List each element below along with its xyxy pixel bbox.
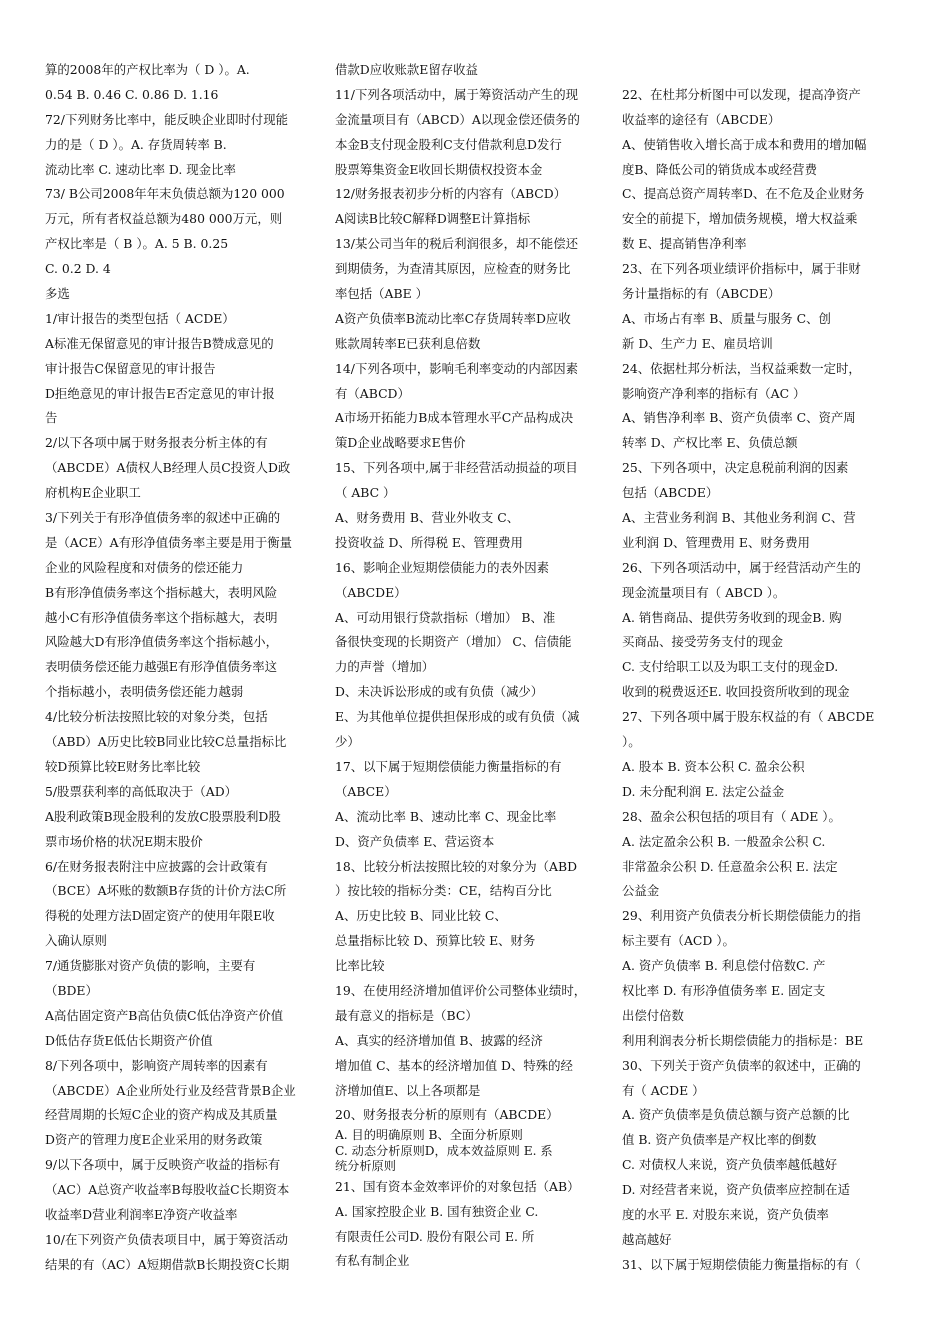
text-line: 率包括（ABE ） [335, 286, 428, 302]
text-line: 投资收益 D、所得税 E、管理费用 [335, 534, 523, 550]
text-line: ）按比较的指标分类：CE，结构百分比 [335, 883, 552, 899]
text-line: D. 未分配利润 E. 法定公益金 [622, 783, 785, 799]
text-line: 金流量项目有（ABCD）A以现金偿还债务的 [335, 111, 580, 127]
text-line: 标主要有（ACD ）。 [622, 933, 735, 949]
text-line: 7/通货膨胀对资产负债的影响，主要有 [45, 958, 256, 974]
text-line: A高估固定资产B高估负债C低估净资产价值 [45, 1007, 284, 1023]
text-line: 买商品、接受劳务支付的现金 [622, 634, 784, 650]
text-line: 结果的有（AC）A短期借款B长期投资C长期 [45, 1256, 290, 1272]
text-line: 10/在下列资产负债表项目中，属于筹资活动 [45, 1231, 288, 1247]
text-line: C. 对债权人来说，资产负债率越低越好 [622, 1157, 838, 1173]
text-line: 16、影响企业短期偿债能力的表外因素 [335, 559, 550, 575]
text-line: 29、利用资产负债表分析长期偿债能力的指 [622, 908, 861, 924]
text-line: A. 国家控股企业 B. 国有独资企业 C. [335, 1203, 539, 1219]
text-line: 有（ ACDE ） [622, 1082, 705, 1098]
text-line: 28、盈余公积包括的项目有（ ADE ）。 [622, 808, 841, 824]
text-line: 有私有制企业 [335, 1253, 410, 1269]
text-line: 0.54 B. 0.46 C. 0.86 D. 1.16 [45, 86, 219, 102]
column-middle [335, 58, 618, 1328]
text-line: 26、下列各项活动中，属于经营活动产生的 [622, 559, 861, 575]
text-line: 入确认原则 [45, 933, 107, 949]
text-line: 越小C有形净值债务率这个指标越大，表明 [45, 609, 278, 625]
text-line: 度B、降低公司的销货成本或经营费 [622, 161, 817, 177]
text-line: （ABCDE）A企业所处行业及经营背景B企业 [45, 1082, 296, 1098]
text-line: 4/比较分析法按照比较的对象分类，包括 [45, 709, 268, 725]
text-line: A. 目的明确原则 B、全面分析原则 [335, 1128, 523, 1143]
text-line: A股利政策B现金股利的发放C股票股利D股 [45, 808, 281, 824]
text-line: A、流动比率 B、速动比率 C、现金比率 [335, 808, 557, 824]
text-line: 票市场价格的状况E期末股价 [45, 833, 203, 849]
text-line: 3/下列关于有形净值债务率的叙述中正确的 [45, 510, 281, 526]
text-line: （ABCE） [335, 783, 397, 799]
text-line: D低估存货E低估长期资产价值 [45, 1032, 213, 1048]
text-line: A. 股本 B. 资本公积 C. 盈余公积 [622, 758, 805, 774]
text-line: A标准无保留意见的审计报告B赞成意见的 [45, 335, 274, 351]
text-line: 比率比较 [335, 958, 385, 974]
text-line: 5/股票获利率的高低取决于（AD） [45, 783, 238, 799]
text-line: A、真实的经济增加值 B、披露的经济 [335, 1032, 543, 1048]
text-line: （ABCDE） [335, 584, 407, 600]
text-line: （BCE）A坏账的数额B存货的计价方法C所 [45, 883, 287, 899]
text-line: A. 资产负债率 B. 利息偿付倍数C. 产 [622, 958, 826, 974]
text-line: 24、依据杜邦分析法，当权益乘数一定时， [622, 360, 861, 376]
text-line: C. 0.2 D. 4 [45, 261, 111, 277]
text-line: 审计报告C保留意见的审计报告 [45, 360, 216, 376]
text-line: 收益率D营业利润率E净资产收益率 [45, 1206, 238, 1222]
text-line: A、市场占有率 B、质量与服务 C、创 [622, 310, 831, 326]
text-line: 策D企业战略要求E售价 [335, 435, 466, 451]
text-line: A市场开拓能力B成本管理水平C产品构成决 [335, 410, 574, 426]
text-line: 借款D应收账款E留存收益 [335, 62, 478, 77]
text-line: 府机构E企业职工 [45, 485, 141, 501]
column-right [622, 58, 905, 1328]
text-line: 业利润 D、管理费用 E、财务费用 [622, 534, 810, 550]
text-line: 31、以下属于短期偿债能力衡量指标的有（ [622, 1256, 861, 1272]
text-line: 30、下列关于资产负债率的叙述中，正确的 [622, 1057, 861, 1073]
text-line: D拒绝意见的审计报告E否定意见的审计报 [45, 385, 275, 401]
text-line: 现金流量项目有（ ABCD ）。 [622, 584, 786, 600]
text-line: （ ABC ） [335, 485, 396, 501]
text-line: 少） [335, 734, 360, 750]
text-line: 增加值 C、基本的经济增加值 D、特殊的经 [335, 1057, 573, 1073]
text-line: 6/在财务报表附注中应披露的会计政策有 [45, 858, 268, 874]
text-line: 9/以下各项中，属于反映资产收益的指标有 [45, 1157, 281, 1173]
text-line: 安全的前提下，增加债务规模，增大权益乘 [622, 211, 858, 227]
text-line: 2/以下各项中属于财务报表分析主体的有 [45, 435, 268, 451]
text-line: 18、比较分析法按照比较的对象分为（ABD [335, 858, 578, 874]
text-line: 公益金 [622, 883, 660, 899]
text-line: 度的水平 E. 对股东来说，资产负债率 [622, 1206, 829, 1222]
text-line: C. 动态分析原则D，成本效益原则 E. 系 [335, 1143, 553, 1158]
text-line: 20、财务报表分析的原则有（ABCDE） [335, 1107, 559, 1123]
text-line: 权比率 D. 有形净值债务率 E. 固定支 [622, 982, 826, 998]
column-left [45, 58, 328, 1328]
text-line: A、主营业务利润 B、其他业务利润 C、营 [622, 510, 856, 526]
text-line: （ABD）A历史比较B同业比较C总量指标比 [45, 734, 287, 750]
text-line: 值 B. 资产负债率是产权比率的倒数 [622, 1132, 817, 1148]
text-line: 73/ B公司2008年年末负债总额为120 000 [45, 186, 285, 202]
text-line: 产权比率是（ B ）。A. 5 B. 0.25 [45, 236, 229, 252]
text-line: 21、国有资本金效率评价的对象包括（AB） [335, 1178, 580, 1194]
text-line: E、为其他单位提供担保形成的或有负债（减 [335, 709, 580, 725]
text-line: 较D预算比较E财务比率比较 [45, 758, 201, 774]
text-line: 务计量指标的有（ABCDE） [622, 286, 781, 302]
text-line: D、资产负债率 E、营运资本 [335, 833, 495, 849]
text-line: 济增加值E、以上各项都是 [335, 1082, 481, 1098]
text-line: （AC）A总资产收益率B每股收益C长期资本 [45, 1182, 290, 1198]
text-line: 账款周转率E已获利息倍数 [335, 335, 481, 351]
text-line: 包括（ABCDE） [622, 485, 719, 501]
text-line: 最有意义的指标是（BC） [335, 1007, 478, 1023]
text-line: 多选 [45, 286, 70, 302]
text-line: 统分析原则 [335, 1159, 396, 1174]
text-line: D. 对经营者来说，资产负债率应控制在适 [622, 1182, 851, 1198]
text-line: 数 E、提高销售净利率 [622, 236, 747, 252]
text-line: 到期债务，为查清其原因，应检查的财务比 [335, 261, 571, 277]
text-line: A资产负债率B流动比率C存货周转率D应收 [335, 310, 571, 326]
text-line: 12/财务报表初步分析的内容有（ABCD） [335, 186, 567, 202]
text-line: 14/下列各项中，影响毛利率变动的内部因素 [335, 360, 578, 376]
text-line: A、可动用银行贷款指标（增加） B、准 [335, 609, 556, 625]
text-line: 风险越大D有形净值债务率这个指标越小， [45, 634, 278, 650]
text-line: 1/审计报告的类型包括（ ACDE） [45, 310, 235, 326]
text-line: 22、在杜邦分析图中可以发现，提高净资产 [622, 86, 861, 102]
text-line: 有限责任公司D. 股份有限公司 E. 所 [335, 1228, 535, 1244]
text-line: 告 [45, 410, 58, 426]
text-line: 72/下列财务比率中，能反映企业即时付现能 [45, 111, 288, 127]
text-line: 23、在下列各项业绩评价指标中，属于非财 [622, 261, 861, 277]
text-line: （ABCDE）A债权人B经理人员C投资人D政 [45, 460, 291, 476]
text-line: A、财务费用 B、营业外收支 C、 [335, 510, 520, 526]
text-line: 11/下列各项活动中，属于筹资活动产生的现 [335, 86, 578, 102]
text-line: 收到的税费返还E. 收回投资所收到的现金 [622, 684, 850, 700]
text-line [622, 58, 905, 83]
text-line: 27、下列各项中属于股东权益的有（ ABCDE [622, 709, 875, 725]
text-line: 25、下列各项中，决定息税前利润的因素 [622, 460, 849, 476]
text-line: D、未决诉讼形成的或有负债（减少） [335, 684, 544, 700]
text-line: 经营周期的长短C企业的资产构成及其质量 [45, 1107, 278, 1123]
text-line: 有（ABCD） [335, 385, 410, 401]
text-line: C、提高总资产周转率D、在不危及企业财务 [622, 186, 865, 202]
text-line: 19、在使用经济增加值评价公司整体业绩时， [335, 982, 587, 998]
text-line: 力的是（ D ）。A. 存货周转率 B. [45, 136, 227, 152]
text-line: C. 支付给职工以及为职工支付的现金D. [622, 659, 839, 675]
text-line: （BDE） [45, 982, 98, 998]
text-line: 备很快变现的长期资产（增加） C、信债能 [335, 634, 572, 650]
text-line: 股票筹集资金E收回长期债权投资本金 [335, 161, 543, 177]
text-line: 15、下列各项中,属于非经营活动损益的项目 [335, 460, 578, 476]
text-line: 新 D、生产力 E、雇员培训 [622, 335, 773, 351]
text-line: A. 法定盈余公积 B. 一般盈余公积 C. [622, 833, 826, 849]
text-line: A、历史比较 B、同业比较 C、 [335, 908, 507, 924]
text-line: 越高越好 [622, 1231, 672, 1247]
text-line: 转率 D、产权比率 E、负债总额 [622, 435, 798, 451]
text-line: 13/某公司当年的税后利润很多，却不能偿还 [335, 236, 578, 252]
text-line: ）。 [622, 734, 641, 750]
text-line: 影响资产净利率的指标有（AC ） [622, 385, 806, 401]
text-line: 非常盈余公积 D. 任意盈余公积 E. 法定 [622, 858, 838, 874]
text-line: 是（ACE）A有形净值债务率主要是用于衡量 [45, 534, 293, 550]
text-line: A、销售净利率 B、资产负债率 C、资产周 [622, 410, 856, 426]
text-line: 总量指标比较 D、预算比较 E、财务 [335, 933, 536, 949]
text-line: 17、以下属于短期偿债能力衡量指标的有 [335, 758, 562, 774]
text-line: A. 资产负债率是负债总额与资产总额的比 [622, 1107, 850, 1123]
text-line: A. 销售商品、提供劳务收到的现金B. 购 [622, 609, 842, 625]
text-line: A、使销售收入增长高于成本和费用的增加幅 [622, 136, 867, 152]
text-line: 得税的处理方法D固定资产的使用年限E收 [45, 908, 275, 924]
text-line: D资产的管理力度E企业采用的财务政策 [45, 1132, 263, 1148]
text-line: 利用利润表分析长期偿债能力的指标是：BE [622, 1032, 864, 1048]
text-line: 流动比率 C. 速动比率 D. 现金比率 [45, 161, 236, 177]
text-line: 企业的风险程度和对债务的偿还能力 [45, 559, 244, 575]
text-line: B有形净值债务率这个指标越大，表明风险 [45, 584, 278, 600]
text-line: 表明债务偿还能力越强E有形净值债务率这 [45, 659, 278, 675]
text-line: 万元，所有者权益总额为480 000万元，则 [45, 211, 283, 227]
text-line: 出偿付倍数 [622, 1007, 684, 1023]
text-line: 收益率的途径有（ABCDE） [622, 111, 781, 127]
text-line: 个指标越小，表明债务偿还能力越弱 [45, 684, 244, 700]
text-line: A阅读B比较C解释D调整E计算指标 [335, 211, 531, 227]
text-line: 本金B支付现金股利C支付借款利息D发行 [335, 136, 562, 152]
text-line: 8/下列各项中，影响资产周转率的因素有 [45, 1057, 268, 1073]
text-line: 力的声誉（增加） [335, 659, 435, 675]
text-line: 算的2008年的产权比率为（ D ）。A. [45, 62, 250, 77]
